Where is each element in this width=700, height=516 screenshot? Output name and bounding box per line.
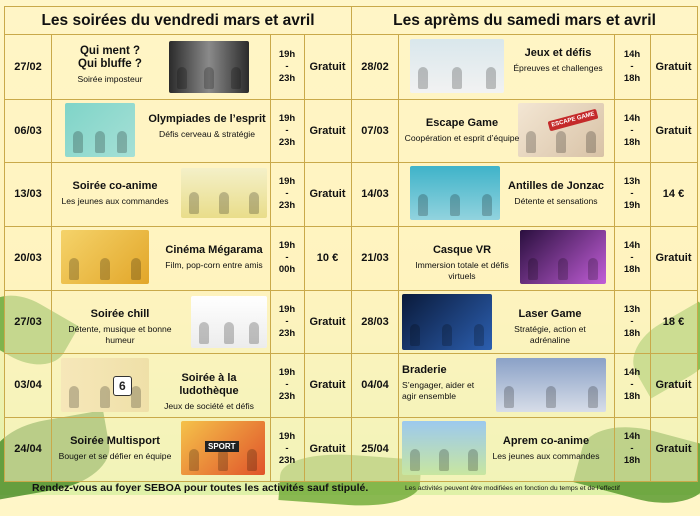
- photo-figure: [452, 67, 462, 89]
- time-line: -: [630, 251, 634, 263]
- activity-photo: [191, 296, 267, 348]
- right-row-21-03: [352, 226, 697, 291]
- photo-figure: [199, 322, 209, 344]
- activity-cell: [398, 417, 615, 481]
- activity-subtitle: Les jeunes aux commandes: [61, 196, 169, 207]
- time-line: -: [285, 443, 289, 455]
- activity-photo: [181, 421, 265, 475]
- activity-subtitle: Film, pop-corn entre amis: [165, 260, 263, 271]
- date-cell: 27/02: [5, 35, 52, 99]
- price-cell: Gratuit: [655, 443, 692, 456]
- activity-subtitle: Détente et sensations: [514, 196, 598, 207]
- time-line: 13h: [623, 303, 641, 315]
- escape-game-box-label: ESCAPE GAME: [547, 108, 598, 131]
- price-cell: Gratuit: [309, 60, 346, 73]
- right-row-25-04: [352, 417, 697, 481]
- time-cell: [614, 35, 651, 99]
- photo-figure: [486, 67, 496, 89]
- price-cell: Gratuit: [655, 251, 692, 264]
- price-cell: 18 €: [662, 315, 685, 328]
- price-cell: Gratuit: [309, 443, 346, 456]
- activity-title: Soirée à la ludothèque: [179, 371, 239, 397]
- activity-photo: [496, 358, 606, 412]
- time-line: -: [630, 124, 634, 136]
- activity-title: Jeux et défis: [524, 47, 592, 59]
- activity-photo: [181, 168, 267, 218]
- photo-figure: [439, 449, 449, 471]
- time-line: 19h: [623, 200, 641, 212]
- time-line: 18h: [623, 327, 641, 339]
- activity-title: Soirée chill: [90, 307, 150, 320]
- photo-figure: [418, 67, 428, 89]
- activity-text: [508, 47, 608, 74]
- left-row-20-03: [5, 226, 351, 291]
- time-line: 13h: [623, 176, 641, 188]
- time-line: -: [630, 379, 634, 391]
- time-line: 23h: [278, 327, 296, 339]
- time-line: 19h: [278, 48, 296, 60]
- time-line: 19h: [278, 239, 296, 251]
- time-line: 23h: [278, 455, 296, 467]
- date-cell: 28/03: [352, 290, 399, 354]
- photo-figure: [69, 386, 79, 408]
- date-cell: 07/03: [352, 99, 399, 163]
- photo-figure: [249, 322, 259, 344]
- price-cell: Gratuit: [309, 188, 346, 201]
- time-cell: [270, 417, 305, 481]
- activity-text: [486, 435, 606, 462]
- activity-text: [159, 244, 269, 271]
- date-cell: 24/04: [5, 417, 52, 481]
- activity-title: Laser Game: [518, 307, 582, 320]
- photo-figure: [556, 131, 566, 153]
- activity-photo: [169, 41, 249, 93]
- activity-cell: [51, 35, 271, 99]
- activity-subtitle: Les jeunes aux commandes: [492, 451, 600, 462]
- time-line: -: [285, 315, 289, 327]
- time-line: -: [285, 251, 289, 263]
- time-cell: [270, 35, 305, 99]
- activity-title: Aprem co-anime: [502, 435, 590, 448]
- photo-figure: [224, 322, 234, 344]
- photo-figure: [558, 258, 568, 280]
- right-row-04-04: [352, 354, 697, 419]
- photo-figure: [249, 192, 259, 214]
- time-cell: [614, 290, 651, 354]
- price-cell: 10 €: [316, 251, 339, 264]
- time-cell: [270, 162, 305, 226]
- photo-figure: [117, 131, 127, 153]
- time-cell: [614, 417, 651, 481]
- photo-figure: [588, 258, 598, 280]
- activity-subtitle: Stratégie, action et adrénaline: [514, 323, 586, 345]
- activity-text: [402, 117, 522, 144]
- time-line: 14h: [623, 48, 641, 60]
- activity-photo: [65, 103, 135, 157]
- time-line: 19h: [278, 367, 296, 379]
- date-cell: 21/03: [352, 226, 399, 290]
- activity-title: Escape Game: [425, 116, 499, 129]
- photo-figure: [418, 194, 428, 216]
- date-cell: 03/04: [5, 354, 52, 418]
- time-cell: [270, 226, 305, 290]
- time-line: 23h: [278, 200, 296, 212]
- photo-figure: [131, 258, 141, 280]
- activity-photo: [410, 166, 500, 220]
- photo-figure: [100, 258, 110, 280]
- footer-text: Rendez-vous au foyer SEBOA pour toutes les activités sauf stipulé.: [32, 482, 369, 494]
- time-line: -: [285, 124, 289, 136]
- time-line: -: [285, 60, 289, 72]
- activity-text: [151, 372, 267, 412]
- right-row-28-03: [352, 290, 697, 355]
- time-cell: [614, 354, 651, 418]
- date-cell: 14/03: [352, 162, 399, 226]
- activity-text: [402, 244, 522, 282]
- price-cell: Gratuit: [309, 379, 346, 392]
- activity-photo: [518, 103, 604, 157]
- activity-subtitle: Détente, musique et bonne humeur: [68, 323, 172, 345]
- right-header: Les aprèms du samedi mars et avril: [352, 7, 697, 35]
- date-cell: 20/03: [5, 226, 52, 290]
- time-line: -: [285, 379, 289, 391]
- time-line: 14h: [623, 431, 641, 443]
- time-line: 19h: [278, 176, 296, 188]
- friday-evenings-column: [5, 7, 352, 481]
- photo-figure: [100, 386, 110, 408]
- time-line: 18h: [623, 455, 641, 467]
- activity-title: Casque VR: [432, 244, 492, 257]
- activity-cell: [51, 226, 271, 290]
- activity-text: [147, 113, 267, 140]
- date-cell: 27/03: [5, 290, 52, 354]
- left-row-27-02: [5, 35, 351, 100]
- activity-photo: [520, 230, 606, 284]
- time-line: 18h: [623, 136, 641, 148]
- activity-photo: [402, 294, 492, 350]
- activity-cell: [51, 290, 271, 354]
- activity-title: Qui ment ? Qui bluffe ?: [78, 45, 142, 70]
- activity-cell: [51, 162, 271, 226]
- activity-photo: [402, 421, 486, 475]
- photo-figure: [450, 194, 460, 216]
- activity-subtitle: Jeux de société et défis: [164, 400, 254, 411]
- date-cell: 28/02: [352, 35, 399, 99]
- sport-label: SPORT: [205, 441, 239, 452]
- right-row-14-03: [352, 162, 697, 227]
- activity-subtitle: Immersion totale et défis virtuels: [415, 260, 509, 282]
- activity-subtitle: Bouger et se défier en équipe: [58, 451, 172, 462]
- time-line: 14h: [623, 112, 641, 124]
- left-row-13-03: [5, 162, 351, 227]
- photo-figure: [247, 449, 257, 471]
- time-line: 23h: [278, 391, 296, 403]
- activity-photo: [61, 230, 149, 284]
- photo-figure: [586, 131, 596, 153]
- left-header: Les soirées du vendredi mars et avril: [5, 7, 351, 35]
- time-cell: [614, 226, 651, 290]
- time-line: 18h: [623, 263, 641, 275]
- activity-cell: [51, 354, 271, 418]
- activity-title: Cinéma Mégarama: [165, 244, 263, 257]
- time-line: 19h: [278, 303, 296, 315]
- photo-figure: [588, 386, 598, 408]
- activity-cell: [398, 35, 615, 99]
- left-row-03-04: [5, 354, 351, 419]
- activity-cell: [398, 226, 615, 290]
- price-cell: Gratuit: [309, 124, 346, 137]
- activity-cell: [398, 290, 615, 354]
- footer-note: Les activités peuvent être modifiées en fonction du temps et de l’effectif: [405, 485, 620, 492]
- activity-text: [55, 180, 175, 207]
- activity-title: Olympiades de l’esprit: [148, 112, 266, 125]
- left-row-06-03: [5, 99, 351, 164]
- activity-subtitle: S’engager, aider et agir ensemble: [402, 379, 475, 401]
- time-line: -: [630, 443, 634, 455]
- activity-text: [55, 308, 185, 346]
- time-line: 00h: [278, 263, 296, 275]
- photo-figure: [219, 192, 229, 214]
- photo-figure: [442, 324, 452, 346]
- photo-figure: [177, 67, 187, 89]
- photo-figure: [204, 67, 214, 89]
- date-cell: 04/04: [352, 354, 399, 418]
- time-line: 18h: [623, 391, 641, 403]
- activity-subtitle: Soirée imposteur: [77, 74, 143, 84]
- time-line: 14h: [623, 239, 641, 251]
- time-cell: [270, 99, 305, 163]
- time-line: -: [285, 188, 289, 200]
- price-cell: Gratuit: [655, 60, 692, 73]
- photo-figure: [504, 386, 514, 408]
- photo-figure: [189, 192, 199, 214]
- date-cell: 13/03: [5, 162, 52, 226]
- activity-title: Soirée co-anime: [72, 180, 158, 193]
- photo-figure: [410, 324, 420, 346]
- left-row-24-04: [5, 417, 351, 481]
- photo-figure: [474, 324, 484, 346]
- left-row-27-03: [5, 290, 351, 355]
- activity-subtitle: Défis cerveau & stratégie: [158, 128, 255, 139]
- photo-figure: [218, 449, 228, 471]
- activity-text: [51, 45, 169, 85]
- photo-figure: [69, 258, 79, 280]
- activity-title: Antilles de Jonzac: [508, 180, 604, 193]
- time-cell: [614, 99, 651, 163]
- date-cell: 06/03: [5, 99, 52, 163]
- activity-text: [55, 435, 175, 462]
- time-cell: [270, 354, 305, 418]
- right-row-28-02: [352, 35, 697, 100]
- photo-figure: [131, 386, 141, 408]
- photo-figure: [526, 131, 536, 153]
- activity-text: [494, 308, 606, 346]
- activity-photo: [61, 358, 149, 412]
- activity-photo: [410, 39, 504, 93]
- activity-title: Braderie: [402, 363, 447, 376]
- activity-cell: [398, 354, 615, 418]
- uno-card-number: 6: [113, 376, 132, 396]
- photo-figure: [468, 449, 478, 471]
- saturday-afternoons-column: [352, 7, 697, 481]
- photo-figure: [482, 194, 492, 216]
- time-cell: [270, 290, 305, 354]
- time-line: -: [630, 60, 634, 72]
- activity-subtitle: Coopération et esprit d’équipe: [404, 132, 520, 143]
- time-line: 14h: [623, 367, 641, 379]
- price-cell: Gratuit: [655, 379, 692, 392]
- date-cell: 25/04: [352, 417, 399, 481]
- time-line: 23h: [278, 136, 296, 148]
- time-line: 23h: [278, 72, 296, 84]
- activity-cell: [51, 99, 271, 163]
- photo-figure: [546, 386, 556, 408]
- time-line: -: [630, 188, 634, 200]
- photo-figure: [528, 258, 538, 280]
- activity-cell: [398, 162, 615, 226]
- time-cell: [614, 162, 651, 226]
- activity-title: Soirée Multisport: [70, 435, 160, 448]
- photo-figure: [410, 449, 420, 471]
- time-line: -: [630, 315, 634, 327]
- activity-cell: [51, 417, 271, 481]
- activity-text: [502, 180, 610, 207]
- right-row-07-03: [352, 99, 697, 164]
- photo-figure: [231, 67, 241, 89]
- time-line: 18h: [623, 72, 641, 84]
- photo-figure: [189, 449, 199, 471]
- activity-subtitle: Épreuves et challenges: [513, 63, 603, 73]
- activity-text: [402, 364, 492, 402]
- photo-figure: [73, 131, 83, 153]
- time-line: 19h: [278, 112, 296, 124]
- time-line: 19h: [278, 431, 296, 443]
- activity-cell: [398, 99, 615, 163]
- price-cell: Gratuit: [655, 124, 692, 137]
- photo-figure: [95, 131, 105, 153]
- price-cell: 14 €: [662, 188, 685, 201]
- price-cell: Gratuit: [309, 315, 346, 328]
- schedule-grid: [4, 6, 698, 482]
